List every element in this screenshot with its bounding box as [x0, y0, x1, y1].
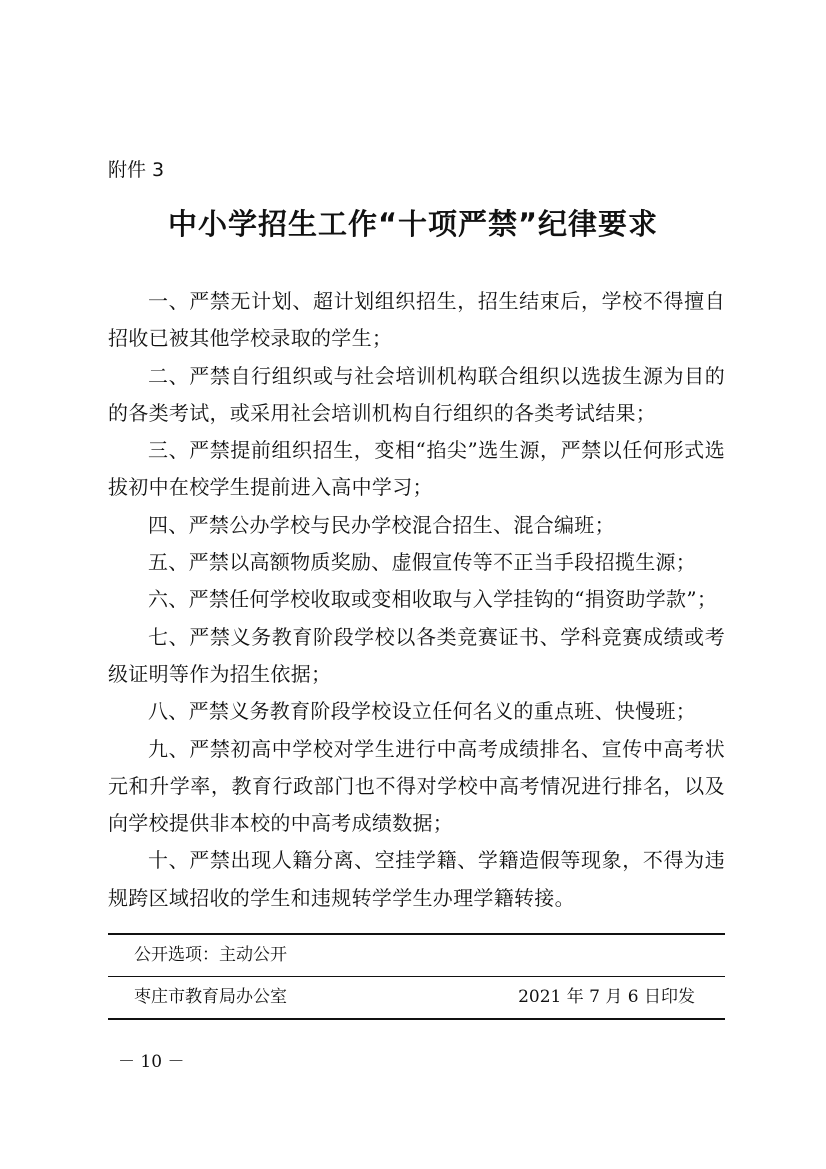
rule-item-5: 五、严禁以高额物质奖励、虚假宣传等不正当手段招揽生源；	[148, 550, 697, 575]
attachment-label: 附件 3	[108, 159, 165, 181]
rule-item-8: 八、严禁义务教育阶段学校设立任何名义的重点班、快慢班；	[148, 699, 697, 724]
document-title: 中小学招生工作“十项严禁”纪律要求	[167, 207, 659, 241]
document-body	[108, 283, 725, 917]
disclosure-row	[108, 935, 725, 976]
footer-bottom-rule	[108, 1018, 725, 1020]
issuer-row	[108, 977, 725, 1018]
issuance-footer	[108, 933, 725, 1020]
rule-item-1: 一、严禁无计划、超计划组织招生，招生结束后，学校不得擅自招收已被其他学校录取的学生；	[108, 289, 725, 351]
rule-item-7: 七、严禁义务教育阶段学校以各类竞赛证书、学科竞赛成绩或考级证明等作为招生依据；	[108, 624, 725, 686]
rule-item-9: 九、严禁初高中学校对学生进行中高考成绩排名、宣传中高考状元和升学率，教育行政部门也不得对学校中高考情况进行排名，以及向学校提供非本校的中高考成绩数据；	[108, 736, 725, 836]
rule-item-3: 三、严禁提前组织招生，变相“掐尖”选生源，严禁以任何形式选拔初中在校学生提前进入高中学习；	[108, 438, 725, 500]
disclosure-option: 公开选项：主动公开	[134, 945, 287, 965]
rule-item-6: 六、严禁任何学校收取或变相收取与入学挂钩的“捐资助学款”；	[148, 587, 718, 612]
rule-item-4: 四、严禁公办学校与民办学校混合招生、混合编班；	[148, 512, 615, 537]
page-number: － 10 －	[118, 1052, 185, 1072]
issue-date: 2021 年 7 月 6 日印发	[518, 987, 695, 1007]
rule-item-2: 二、严禁自行组织或与社会培训机构联合组织以选拔生源为目的的各类考试，或采用社会培训机构自行组织的各类考试结果；	[108, 363, 725, 425]
issuing-office: 枣庄市教育局办公室	[134, 987, 287, 1007]
rule-item-10: 十、严禁出现人籍分离、空挂学籍、学籍造假等现象，不得为违规跨区域招收的学生和违规转学学生办理学籍转接。	[108, 848, 725, 910]
